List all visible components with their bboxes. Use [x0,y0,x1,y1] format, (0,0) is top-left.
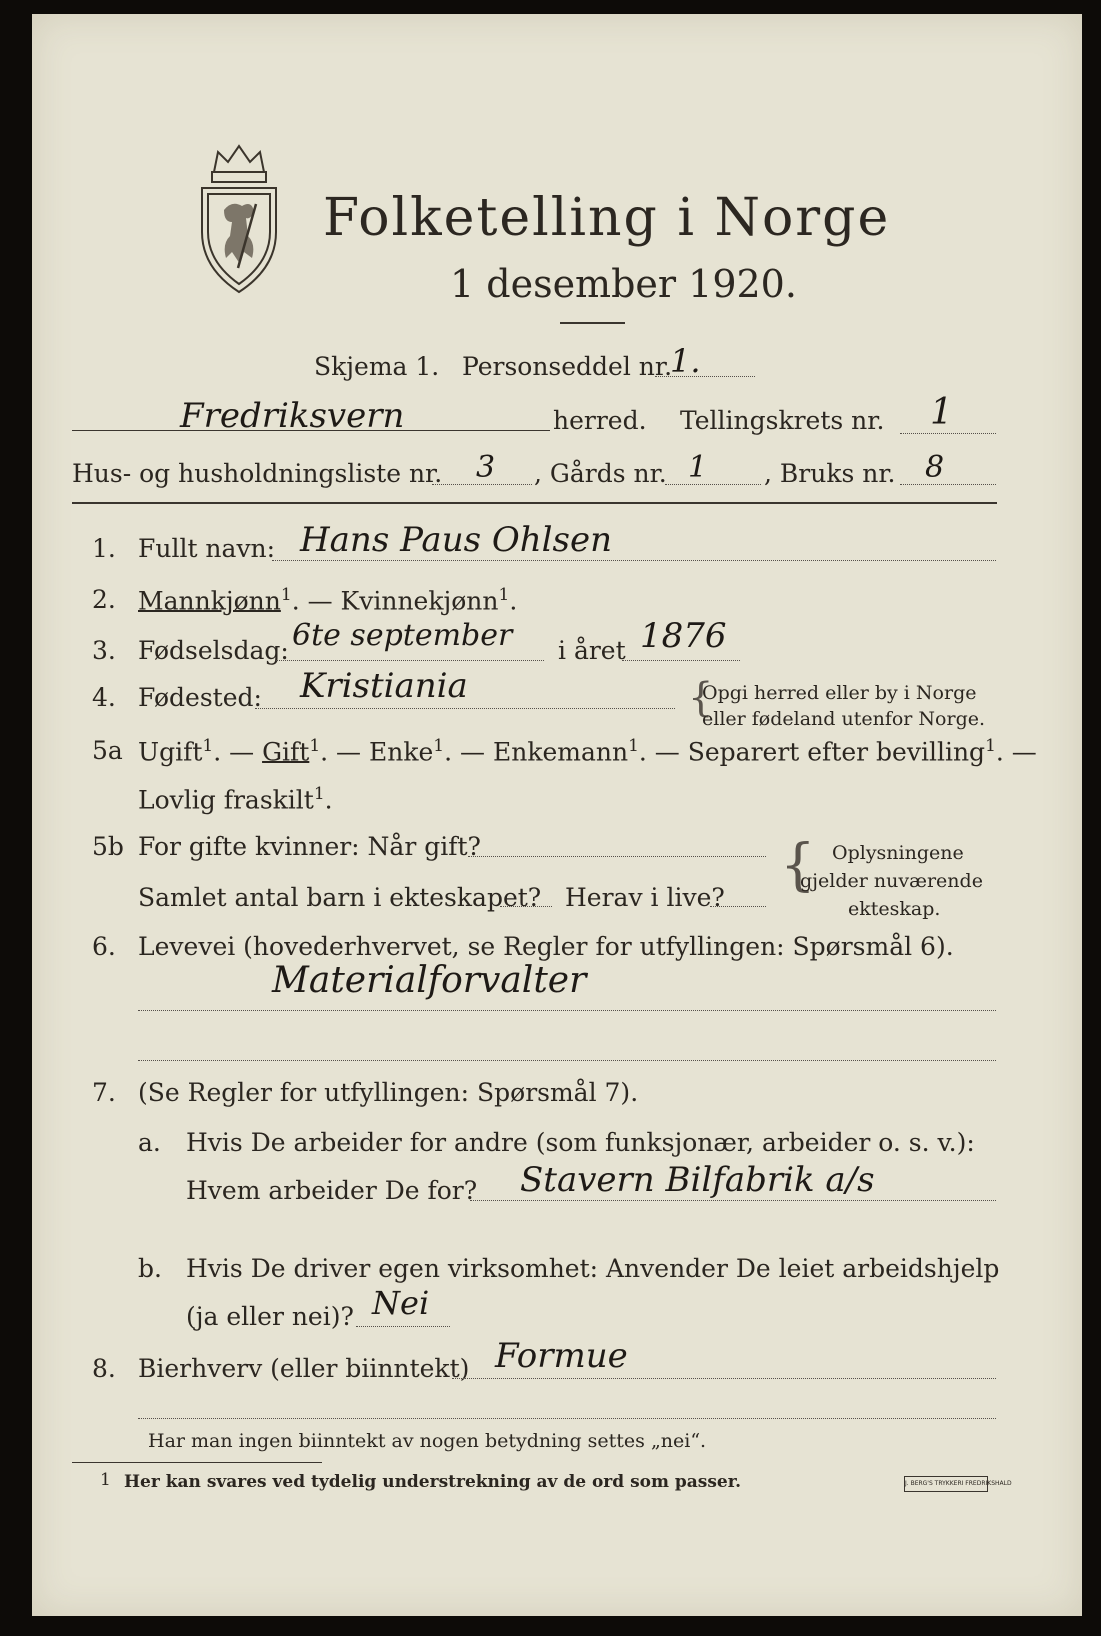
option-kvinnekjonn[interactable]: Kvinnekjønn [340,586,499,616]
q5b-note-line1: Oplysningene [832,842,964,864]
married-when-line [468,856,766,857]
option-lovlig-fraskilt[interactable] [138,784,333,814]
q3-number: 3. [92,636,116,665]
occupation-line-2 [138,1060,996,1061]
q5a-number: 5a [92,736,123,765]
q4-brace: { [688,675,714,721]
marital-status-options [138,736,1037,766]
tellingskrets-label: Tellingskrets nr. [680,406,885,435]
q4-label: Fødested: [138,683,262,712]
printer-stamp: J. BERG'S TRYKKERI FREDRIKSHALD [904,1476,988,1492]
sex-separator: . — [291,586,333,616]
footnote-ref: 1 [628,736,639,756]
occupation-line-1 [138,1010,996,1011]
birthplace-note-line1: Opgi herred eller by i Norge [702,682,977,704]
gards-line [665,484,761,485]
lovlig-fraskilt-end: . [324,785,333,815]
birth-year-line [622,660,740,661]
q4-number: 4. [92,683,116,712]
q5b-note-line2: gjelder nuværende [800,870,983,892]
husholdningsliste-label: Hus- og husholdningsliste nr. [72,459,443,488]
q5b-note-line3: ekteskap. [848,898,941,920]
marital-sep-1: . — [213,737,255,767]
page-title: Folketelling i Norge [323,188,891,248]
q5b-number: 5b [92,832,124,861]
children-count-line [500,906,552,907]
birth-year-value[interactable]: 1876 [640,616,727,656]
footnote-ref: 1 [202,736,214,756]
children-alive-line [710,906,766,907]
marital-sep-end: . — [995,737,1037,767]
sex-end: . [509,586,518,616]
q8-label: Bierhverv (eller biinntekt) [138,1354,470,1383]
header-separator [72,502,997,504]
birthday-value[interactable]: 6te september [292,618,513,653]
hired-help-line [356,1326,450,1327]
q7a-line2: Hvem arbeider De for? [186,1176,478,1205]
footnote-divider [72,1462,322,1463]
birthplace-value[interactable]: Kristiania [300,666,468,706]
no-income-note: Har man ingen biinntekt av nogen betydning settes „nei“. [148,1430,707,1452]
footnote-ref: 1 [309,736,321,756]
norwegian-coat-of-arms-icon [196,140,282,296]
gards-label: , Gårds nr. [534,459,667,488]
q5b-line1: For gifte kvinner: Når gift? [138,832,481,861]
footnote-ref: 1 [280,585,292,605]
option-mannkjonn[interactable]: Mannkjønn [138,586,281,616]
employer-value[interactable]: Stavern Bilfabrik a/s [520,1160,875,1200]
herred-value[interactable]: Fredriksvern [180,396,405,436]
tellingskrets-value[interactable]: 1 [930,392,953,433]
q6-number: 6. [92,932,116,961]
personseddel-label: Personseddel nr. [462,352,673,381]
secondary-income-line-2 [138,1418,996,1419]
q8-number: 8. [92,1354,116,1383]
option-enke[interactable]: . — Enke [320,737,434,767]
footnote-ref: 1 [433,736,445,756]
census-date: 1 desember 1920. [450,262,797,306]
lovlig-fraskilt-label: Lovlig fraskilt [138,785,314,815]
q7b-line1: Hvis De driver egen virksomhet: Anvender De leiet arbeidshjelp [186,1254,1000,1283]
herred-label: herred. [553,406,647,435]
q5b-children-label: Samlet antal barn i ekteskapet? [138,883,542,912]
option-ugift[interactable]: Ugift [138,737,203,767]
full-name-value[interactable]: Hans Paus Ohlsen [300,520,612,560]
q7a-letter: a. [138,1128,161,1157]
q5b-alive-label: Herav i live? [565,883,725,912]
schema-label: Skjema 1. [314,352,440,381]
footnote-ref: 1 [498,585,510,605]
q1-label: Fullt navn: [138,534,276,563]
bruks-label: , Bruks nr. [764,459,896,488]
q1-line [272,560,996,561]
option-enkemann[interactable]: . — Enkemann [444,737,629,767]
occupation-value[interactable]: Materialforvalter [272,960,587,1001]
q7b-letter: b. [138,1254,162,1283]
q6-label: Levevei (hovederhvervet, se Regler for utfyllingen: Spørsmål 6). [138,932,954,961]
option-separert[interactable]: . — Separert efter bevilling [638,737,986,767]
q3-label: Fødselsdag: [138,636,289,665]
q7-label: (Se Regler for utfyllingen: Spørsmål 7). [138,1078,639,1107]
secondary-income-line [452,1378,996,1379]
q1-number: 1. [92,534,116,563]
secondary-income-value[interactable]: Formue [495,1336,628,1376]
birthday-line [276,660,544,661]
footnote-mark: 1 [100,1470,111,1490]
q7b-line2: (ja eller nei)? [186,1302,354,1331]
sex-options [138,585,517,615]
personseddel-value[interactable]: 1. [670,342,701,380]
gards-value[interactable]: 1 [688,450,708,485]
option-gift[interactable]: Gift [262,737,310,767]
footnote-text: Her kan svares ved tydelig understrekning av de ord som passer. [124,1472,742,1492]
q7-number: 7. [92,1078,116,1107]
birth-year-label: i året [558,636,626,665]
bruks-line [900,484,996,485]
tellingskrets-line [900,433,996,434]
hired-help-value[interactable]: Nei [372,1284,430,1322]
footnote-ref: 1 [313,784,325,804]
q2-number: 2. [92,585,116,614]
q5b-brace: { [780,833,816,898]
birthplace-note-line2: eller fødeland utenfor Norge. [702,708,986,730]
q7a-line1: Hvis De arbeider for andre (som funksjonær, arbeider o. s. v.): [186,1128,975,1157]
husholdningsliste-value[interactable]: 3 [476,450,496,485]
bruks-value[interactable]: 8 [925,450,945,485]
employer-line [470,1200,996,1201]
footnote-ref: 1 [985,736,996,756]
title-divider [560,322,625,324]
birthplace-line [255,708,675,709]
